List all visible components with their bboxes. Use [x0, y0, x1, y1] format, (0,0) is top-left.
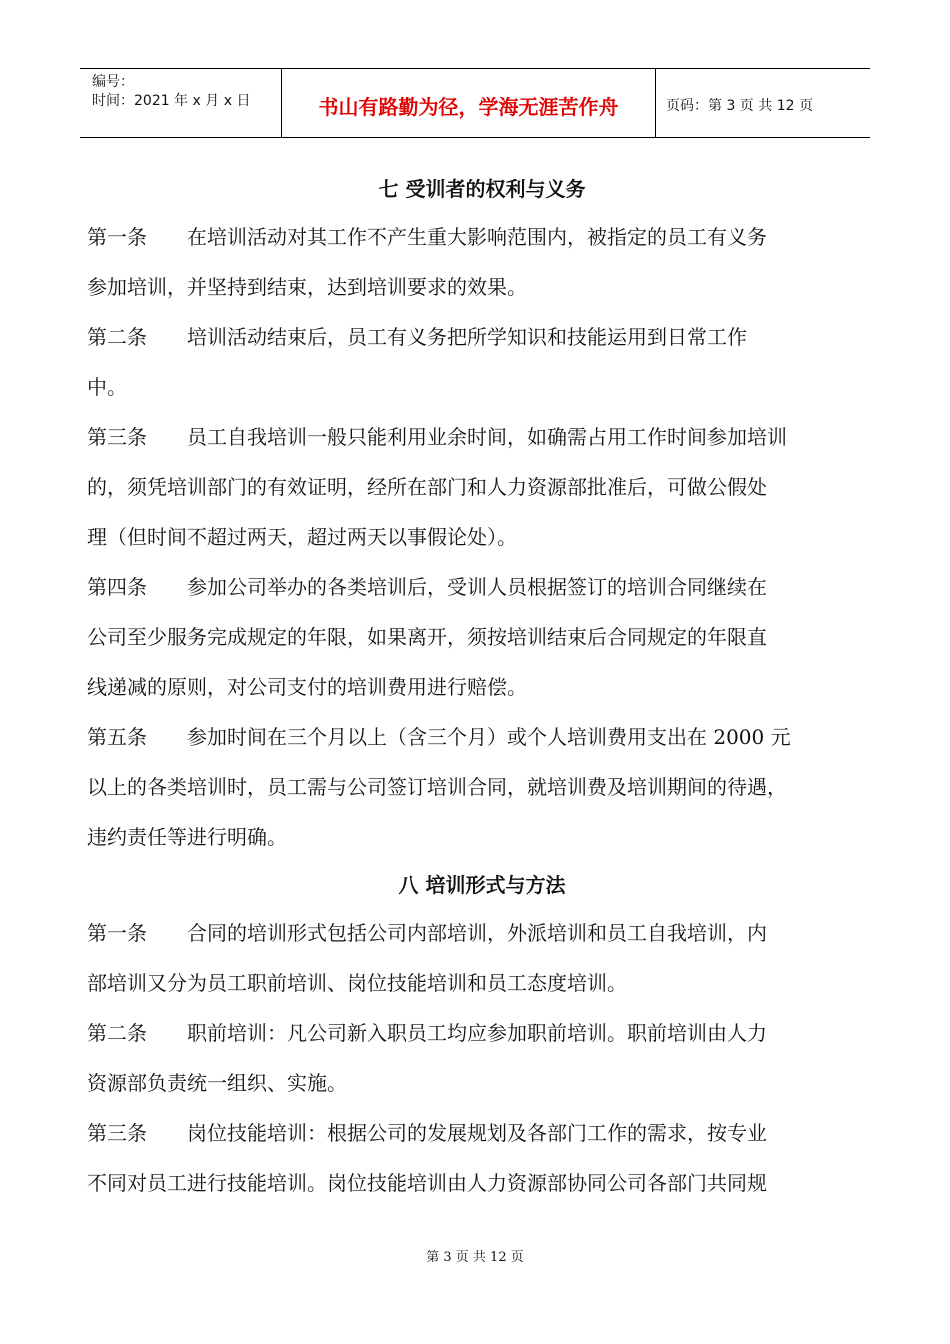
article-number: 第一条 — [87, 921, 147, 945]
page-footer: 第 3 页 共 12 页 — [426, 1250, 524, 1265]
header-motto-cell — [282, 69, 656, 137]
paragraph-line: 以上的各类培训时，员工需与公司签订培训合同，就培训费及培训期间的待遇， — [87, 775, 787, 799]
section-title-8: 八 培训形式与方法 — [398, 873, 566, 897]
header-id-label: 编号： — [92, 74, 134, 90]
paragraph-line — [87, 712, 877, 762]
paragraph-line: 不同对员工进行技能培训。岗位技能培训由人力资源部协同公司各部门共同规 — [87, 1171, 767, 1195]
article-text: 参加公司举办的各类培训后，受训人员根据签订的培训合同继续在 — [187, 575, 767, 599]
header-motto: 书山有路勤为径，学海无涯苦作舟 — [318, 95, 619, 119]
paragraph-line: 理（但时间不超过两天，超过两天以事假论处）。 — [87, 525, 517, 549]
article-number: 第二条 — [87, 1021, 147, 1045]
paragraph-line — [87, 412, 877, 462]
article-number: 第三条 — [87, 1121, 147, 1145]
paragraph-line — [87, 312, 877, 362]
paragraph-line — [87, 1108, 877, 1158]
paragraph-line — [87, 212, 877, 262]
article-text: 在培训活动对其工作不产生重大影响范围内，被指定的员工有义务 — [187, 225, 767, 249]
article-number: 第一条 — [87, 225, 147, 249]
page-header — [80, 68, 870, 138]
article-number: 第五条 — [87, 725, 147, 749]
paragraph-line: 参加培训，并坚持到结束，达到培训要求的效果。 — [87, 275, 527, 299]
header-page-cell — [656, 69, 870, 137]
article-number: 第四条 — [87, 575, 147, 599]
article-number: 第二条 — [87, 325, 147, 349]
paragraph-line: 中。 — [87, 375, 127, 399]
paragraph-line — [87, 908, 877, 958]
article-text: 岗位技能培训：根据公司的发展规划及各部门工作的需求，按专业 — [187, 1121, 767, 1145]
paragraph-line: 违约责任等进行明确。 — [87, 825, 287, 849]
paragraph-line: 公司至少服务完成规定的年限，如果离开，须按培训结束后合同规定的年限直 — [87, 625, 767, 649]
header-page-info: 页码：第 3 页 共 12 页 — [666, 98, 813, 114]
paragraph-line — [87, 1008, 877, 1058]
article-text: 合同的培训形式包括公司内部培训，外派培训和员工自我培训，内 — [187, 921, 767, 945]
header-date-label: 时间：2021 年 x 月 x 日 — [92, 93, 251, 109]
paragraph-line — [87, 562, 877, 612]
article-text: 职前培训：凡公司新入职员工均应参加职前培训。职前培训由人力 — [187, 1021, 767, 1045]
paragraph-line: 部培训又分为员工职前培训、岗位技能培训和员工态度培训。 — [87, 971, 627, 995]
article-text: 员工自我培训一般只能利用业余时间，如确需占用工作时间参加培训 — [187, 425, 787, 449]
paragraph-line: 资源部负责统一组织、实施。 — [87, 1071, 347, 1095]
header-meta-cell — [80, 69, 282, 137]
article-text: 参加时间在三个月以上（含三个月）或个人培训费用支出在 2000 元 — [187, 725, 791, 749]
paragraph-line: 的，须凭培训部门的有效证明，经所在部门和人力资源部批准后，可做公假处 — [87, 475, 767, 499]
paragraph-line: 线递减的原则，对公司支付的培训费用进行赔偿。 — [87, 675, 527, 699]
article-text: 培训活动结束后，员工有义务把所学知识和技能运用到日常工作 — [187, 325, 747, 349]
section-title-7: 七 受训者的权利与义务 — [378, 177, 586, 201]
document-body — [87, 166, 877, 1208]
article-number: 第三条 — [87, 425, 147, 449]
